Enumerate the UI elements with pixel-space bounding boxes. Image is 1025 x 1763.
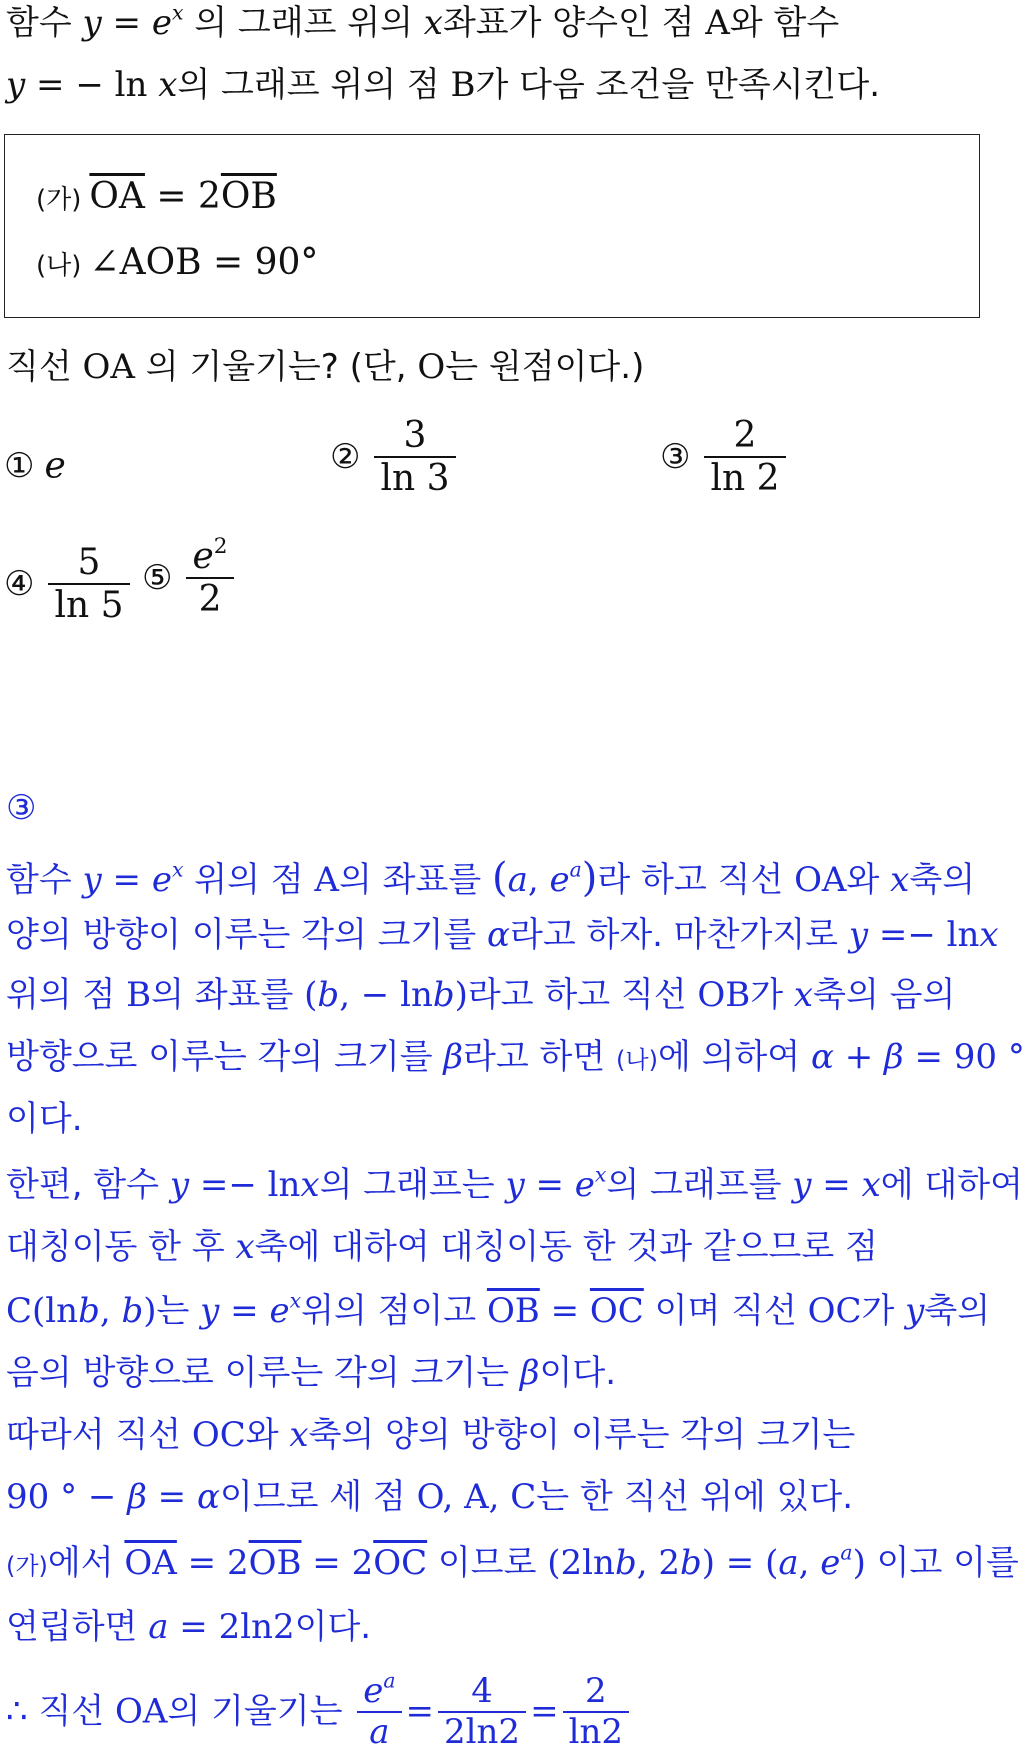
solution-line-2 (6, 915, 999, 955)
text-segment: a (840, 1540, 853, 1565)
text-segment: 축의 (924, 1291, 991, 1331)
condition-tag: (가) (36, 185, 82, 215)
denominator: ln 2 (710, 458, 780, 500)
text-segment: y (200, 1291, 220, 1331)
text-segment: $\overline{OC}$ (589, 1291, 644, 1331)
text-segment: = (539, 1291, 590, 1331)
text-segment: y (848, 915, 869, 955)
text-segment: = 2 (176, 1543, 249, 1583)
text-segment: 와 (846, 860, 891, 900)
text-segment: 2 (563, 1672, 629, 1713)
text-segment: $\overline{OB}$ (248, 1543, 302, 1583)
text-segment: 에 대하여 (880, 1165, 1023, 1205)
condition-box (4, 134, 980, 318)
text-segment: ln2 (568, 1712, 623, 1753)
text: 의 그래프 위의 (183, 3, 424, 43)
text-segment: = (101, 860, 152, 900)
solution-line-7 (6, 1227, 878, 1267)
text-segment: x (289, 1288, 302, 1313)
text-segment: x (594, 1162, 607, 1187)
text-segment: 는 (156, 1291, 201, 1331)
point-label: A (705, 3, 730, 43)
text-segment: $\overline{OA}$ (124, 1543, 177, 1583)
text-segment: ) = ( (701, 1543, 779, 1583)
text: 의 기울기는? (단, (134, 347, 418, 387)
text-segment: = (524, 1165, 575, 1205)
text-segment: 따라서 직선 (6, 1415, 192, 1455)
text: 함수 (6, 3, 83, 43)
fraction (438, 1672, 526, 1752)
text-segment: ∴ (6, 1691, 28, 1732)
text-segment: 라고 하자. 마찬가지로 (509, 915, 849, 955)
text-segment: + (833, 1037, 885, 1077)
solution-answer (6, 788, 37, 828)
solution-line-6 (6, 1162, 1023, 1205)
text-segment: 위의 점 (6, 975, 127, 1015)
text-segment: 의 기울기는 (167, 1691, 354, 1732)
text-segment: 이므로 세 점 (219, 1477, 417, 1517)
text-segment: 라고 하면 (463, 1037, 617, 1077)
text-segment: A (314, 860, 339, 900)
text-segment: C(ln (6, 1291, 79, 1331)
text-segment: 축의 (909, 860, 976, 900)
choice-3[interactable] (660, 415, 790, 500)
text-segment: 이고 이를 (865, 1543, 1019, 1583)
text-segment: = (405, 1691, 435, 1732)
text: 직선 (6, 347, 83, 387)
solution-line-10 (6, 1415, 856, 1455)
text-segment: α (487, 915, 510, 955)
text-segment: ) (852, 1543, 866, 1583)
text-segment: 이며 직선 (643, 1291, 808, 1331)
numerator: 3 (374, 415, 455, 458)
text-segment: , (99, 1291, 122, 1331)
text-segment: , − ln (339, 975, 433, 1015)
segment-oa: $\overline{OA}$ (89, 176, 145, 217)
text-segment: β (884, 1037, 904, 1077)
fraction (374, 415, 455, 500)
condition-na (36, 242, 318, 283)
text-segment: 가 (750, 975, 794, 1015)
denominator: ln 3 (380, 458, 450, 500)
text-segment: 의 좌표를 (338, 860, 492, 900)
text-segment: = (219, 1291, 270, 1331)
text-segment: β (519, 1353, 540, 1393)
text-segment: (나) (616, 1046, 658, 1074)
text-segment: 음의 방향으로 이루는 각의 크기는 (6, 1353, 520, 1393)
text-segment: = (811, 1165, 862, 1205)
text-segment: O, A, C (416, 1477, 537, 1517)
text-segment: 이다. (539, 1353, 617, 1393)
text: 가 다음 조건을 만족시킨다. (475, 65, 881, 105)
solution-line-3 (6, 975, 956, 1015)
text-segment: a (507, 860, 528, 900)
text-segment: =− ln (868, 915, 980, 955)
numerator (186, 533, 233, 579)
text-segment: = (146, 1477, 197, 1517)
text-segment: , (798, 1543, 821, 1583)
answer-mark: ③ (6, 788, 37, 828)
text-segment: ) (581, 855, 598, 901)
text-segment: e (549, 860, 570, 900)
text-segment: 양의 방향이 이루는 각의 크기를 (6, 915, 488, 955)
text-segment: OA (794, 860, 847, 900)
fraction (48, 542, 129, 627)
text-segment: (2ln (547, 1543, 615, 1583)
point-label: B (450, 65, 476, 105)
text-segment: = 2 (301, 1543, 374, 1583)
denominator: 2 (198, 579, 222, 621)
solution-line-13 (6, 1607, 372, 1647)
text-segment: 위의 점이고 (301, 1291, 487, 1331)
fraction (563, 1672, 629, 1752)
text-segment: = (530, 1691, 559, 1732)
solution-line-12 (6, 1540, 1019, 1583)
text-segment: x (171, 857, 184, 882)
math-var: e (151, 3, 172, 43)
text-segment: y (169, 1165, 190, 1205)
text-segment: 방향으로 이루는 각의 크기를 (6, 1037, 444, 1077)
text-segment: β (127, 1477, 147, 1517)
text-segment: = 2ln2 (168, 1607, 295, 1647)
math-var: y (6, 65, 26, 105)
choice-number: ④ (4, 564, 35, 605)
denominator: ln 5 (54, 585, 124, 627)
text-segment: y (792, 1165, 812, 1205)
text-segment: 함수 (6, 860, 83, 900)
text-segment: 연립하면 (6, 1607, 149, 1647)
exponent: x (171, 0, 184, 25)
text-segment: α (810, 1037, 834, 1077)
problem-line-1 (6, 0, 840, 43)
text-segment: OC (191, 1415, 246, 1455)
text-segment: 이므로 (427, 1543, 548, 1583)
text-segment: y (505, 1165, 525, 1205)
condition-ga (36, 176, 277, 217)
text-segment: x (861, 1165, 881, 1205)
text-segment: (가) (6, 1552, 48, 1580)
text-segment: 는 한 직선 위에 있다. (536, 1477, 854, 1517)
text-segment: a (148, 1607, 169, 1647)
text: 의 그래프 위의 점 (177, 65, 451, 105)
choice-number: ⑤ (142, 558, 173, 599)
fraction (357, 1668, 401, 1753)
solution-line-5 (6, 1099, 83, 1139)
choice-number: ② (330, 437, 361, 478)
text-segment: e (363, 1671, 384, 1711)
math-op: = (101, 3, 152, 43)
text-segment: x (890, 860, 910, 900)
text-segment: 와 (245, 1415, 290, 1455)
text: 와 함수 (729, 3, 840, 43)
solution-line-14 (6, 1668, 633, 1753)
text-segment: ) (454, 975, 468, 1015)
line-label: OA (82, 347, 135, 387)
math-var: x (423, 3, 443, 43)
text-segment: 축에 대하여 대칭이동 한 것과 같으므로 점 (254, 1227, 878, 1267)
text-segment: , 2 (636, 1543, 680, 1583)
text-segment: a (369, 1712, 390, 1753)
text-segment: α (196, 1477, 220, 1517)
choice-1[interactable] (4, 444, 66, 487)
text-segment: 이다. (294, 1607, 372, 1647)
choice-5[interactable] (142, 533, 238, 621)
text-segment: =− ln (189, 1165, 301, 1205)
text-segment: a (383, 1668, 396, 1693)
text: 좌표가 양수인 점 (442, 3, 706, 43)
text-segment: OB (697, 975, 751, 1015)
solution-line-4 (6, 1037, 1025, 1077)
text-segment: 에 의하여 (657, 1037, 811, 1077)
question (6, 347, 645, 387)
math-op: = − ln (25, 65, 159, 105)
text-segment: x (235, 1227, 255, 1267)
solution-line-11 (6, 1477, 854, 1517)
text-segment: b (614, 1543, 637, 1583)
text-segment: 라 하고 직선 (597, 860, 795, 900)
text-segment: , (527, 860, 550, 900)
text-segment: 의 그래프는 (319, 1165, 506, 1205)
text-segment: b (78, 1291, 100, 1331)
text-segment: B (126, 975, 152, 1015)
text-segment: 에서 (47, 1543, 125, 1583)
choice-number: ① (4, 446, 35, 486)
text-segment: y (82, 860, 102, 900)
text-segment: $\overline{OC}$ (373, 1543, 428, 1583)
text-segment: 대칭이동 한 후 (6, 1227, 236, 1267)
text-segment: β (443, 1037, 464, 1077)
text-segment: 4 (438, 1672, 526, 1713)
text-segment: ( (491, 855, 508, 901)
fraction (704, 415, 785, 500)
solution-line-9 (6, 1353, 617, 1393)
text-segment: = 90 ° (903, 1037, 1025, 1077)
text-segment: b (679, 1543, 702, 1583)
text-segment: e (151, 860, 172, 900)
text-segment: 직선 (27, 1691, 115, 1732)
numerator-base: e (192, 536, 214, 577)
text-segment: x (979, 915, 999, 955)
text-segment: 의 그래프를 (606, 1165, 793, 1205)
text-segment: OC (807, 1291, 862, 1331)
text-segment: 90 ° − (6, 1477, 128, 1517)
text-segment: OA (114, 1691, 168, 1732)
text-segment: 라고 하고 직선 (467, 975, 698, 1015)
point-label: O (417, 347, 446, 387)
text-segment: y (905, 1291, 925, 1331)
choice-2[interactable] (330, 415, 460, 500)
text-segment: b (317, 975, 340, 1015)
numerator (357, 1668, 401, 1713)
text-segment: 가 (861, 1291, 906, 1331)
text-segment: b (121, 1291, 144, 1331)
fraction (186, 533, 233, 621)
text: 는 원점이다.) (445, 347, 645, 387)
text-segment: 위의 점 (183, 860, 315, 900)
text-segment: x (793, 975, 814, 1015)
text-segment: x (300, 1165, 320, 1205)
problem-line-2 (6, 65, 881, 105)
text-segment: e (269, 1291, 290, 1331)
text-segment: 2ln2 (444, 1712, 521, 1753)
text-segment: x (289, 1415, 309, 1455)
text-segment: a (778, 1543, 799, 1583)
text-segment: ) (143, 1291, 157, 1331)
text-segment: 축의 양의 방향이 이루는 각의 크기는 (308, 1415, 856, 1455)
math-var: x (158, 65, 178, 105)
math-op: = 2 (144, 176, 221, 217)
exponent: 2 (213, 533, 228, 559)
text-segment: a (569, 857, 582, 882)
choice-number: ③ (660, 437, 691, 478)
numerator: 2 (704, 415, 785, 458)
condition-tag: (나) (36, 251, 82, 281)
text-segment: e (820, 1543, 841, 1583)
text-segment: 축의 음의 (813, 975, 956, 1015)
math-var: y (82, 3, 102, 43)
numerator: 5 (48, 542, 129, 585)
text-segment: 이다. (6, 1099, 83, 1139)
choice-expr: e (44, 445, 66, 487)
text-segment: ( (304, 975, 318, 1015)
solution-line-1 (6, 855, 976, 901)
segment-ob: $\overline{OB}$ (220, 176, 277, 217)
text-segment: e (574, 1165, 595, 1205)
text-segment: b (432, 975, 455, 1015)
solution-line-8 (6, 1288, 991, 1331)
angle-condition: ∠AOB = 90° (89, 242, 319, 283)
choice-4[interactable] (4, 542, 134, 627)
text-segment: $\overline{OB}$ (486, 1291, 540, 1331)
text-segment: 한편, 함수 (6, 1165, 170, 1205)
text-segment: 의 좌표를 (151, 975, 305, 1015)
